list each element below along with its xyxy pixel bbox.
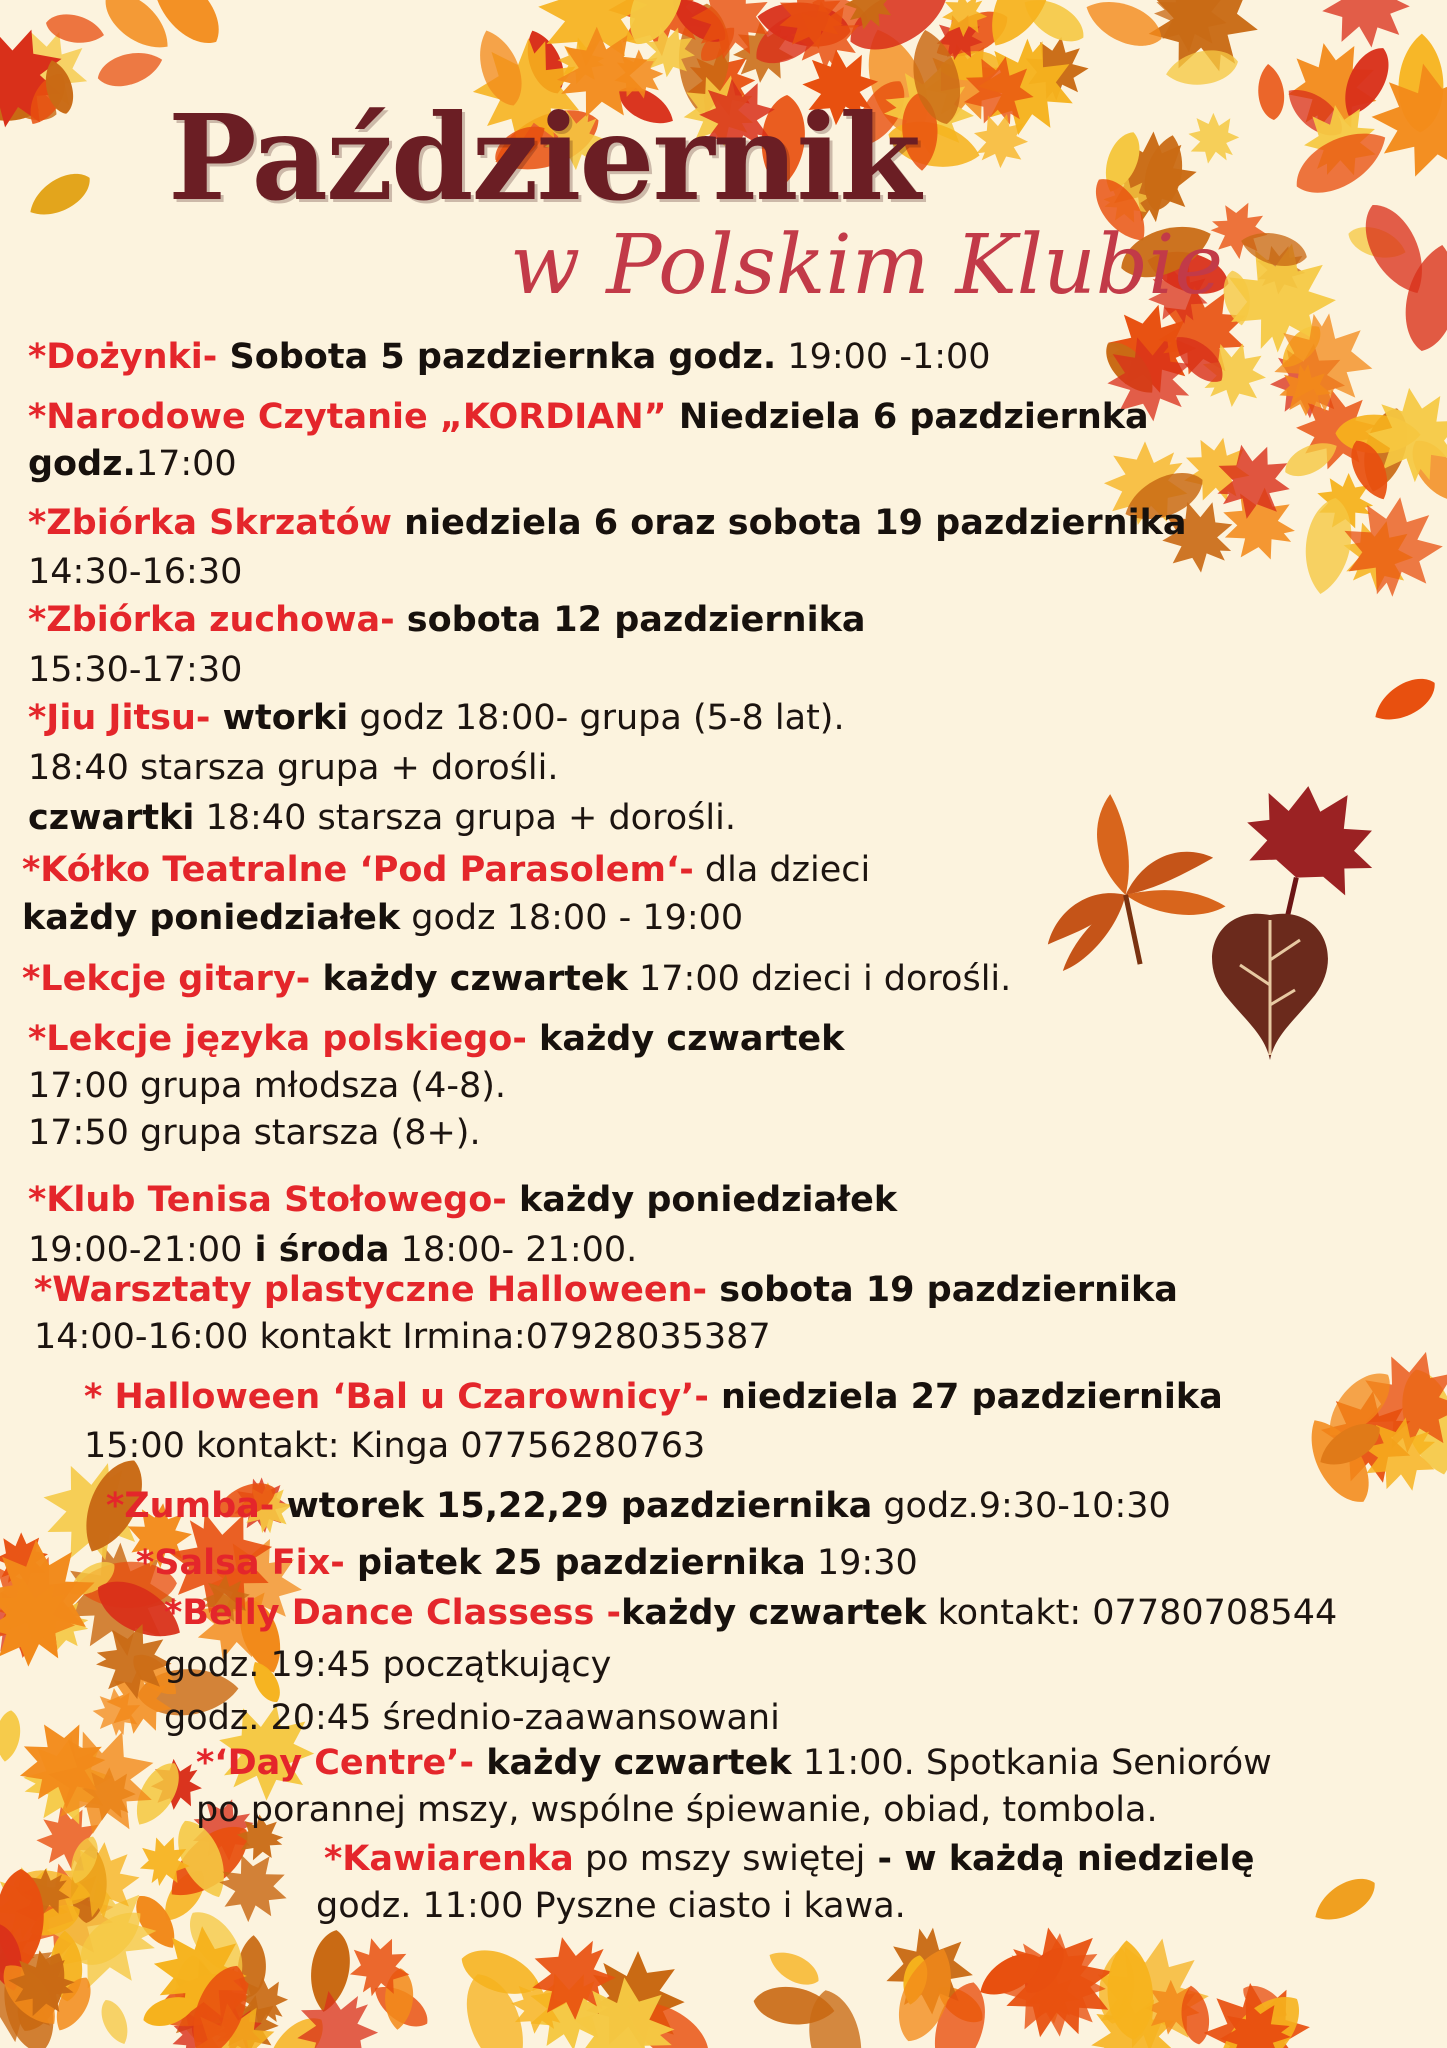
event-line (164, 1591, 1337, 1635)
event-line (22, 957, 1011, 1001)
event-line (196, 1788, 1158, 1832)
event-name: *Belly Dance Classess - (164, 1593, 622, 1633)
leaf-shape (0, 1709, 23, 1763)
event-name: *Warsztaty plastyczne Halloween- (34, 1270, 708, 1310)
event-detail: 18:00- 21:00. (389, 1230, 638, 1270)
event-detail: 18:40 starsza grupa + dorośli. (28, 748, 559, 788)
event-detail: 19:30 (805, 1543, 918, 1583)
leaf-shape (764, 1944, 825, 1992)
event-day: każdy czwartek (474, 1743, 792, 1783)
event-detail: 19:00-21:00 (28, 1230, 243, 1270)
event-detail: godz. 20:45 średnio-zaawansowani (164, 1698, 780, 1738)
event-detail: 17:50 grupa starsza (8+). (28, 1113, 481, 1153)
event-day: sobota 19 pazdziernika (707, 1270, 1178, 1310)
leaf-shape (1079, 0, 1168, 56)
event-name: *Lekcje języka polskiego- (28, 1019, 527, 1059)
event-line (28, 1228, 637, 1272)
event-day: każdy czwartek (310, 959, 628, 999)
event-line (22, 896, 743, 940)
event-day: każdy poniedziałek (506, 1180, 898, 1220)
event-line (28, 696, 845, 740)
event-detail: po mszy swiętej (573, 1839, 866, 1879)
leaf-shape (1368, 669, 1443, 730)
leaf-shape (1177, 102, 1250, 175)
event-name: *Kawiarenka (324, 1839, 574, 1879)
event-name: *Narodowe Czytanie „KORDIAN” (28, 397, 667, 437)
event-detail: dla dzieci (693, 850, 871, 890)
event-name: *Kółko Teatralne ‘Pod Parasolem‘- (22, 850, 694, 890)
event-day: piatek 25 pazdziernika (344, 1543, 806, 1583)
event-line (164, 1696, 780, 1740)
page-subtitle: w Polskim Klubie (510, 218, 1224, 313)
event-name: * Halloween ‘Bal u Czarownicy’- (84, 1377, 709, 1417)
event-detail: godz 18:00 - 19:00 (400, 898, 744, 938)
event-detail: 17:00 grupa młodsza (4-8). (28, 1066, 507, 1106)
event-day: niedziela 6 oraz sobota 19 pazdziernika (391, 503, 1187, 543)
event-name: *Jiu Jitsu- (28, 698, 211, 738)
event-line (84, 1424, 705, 1468)
event-line (28, 648, 242, 692)
event-day: wtorki (210, 698, 349, 738)
event-detail: 14:00-16:00 kontakt Irmina:07928035387 (34, 1317, 771, 1357)
event-day: niedziela 27 pazdziernika (708, 1377, 1223, 1417)
event-day: każdy czwartek (621, 1593, 927, 1633)
event-name: *‘Day Centre’- (196, 1743, 475, 1783)
event-line (106, 1484, 1171, 1528)
event-line (164, 1643, 611, 1687)
event-detail: 15:30-17:30 (28, 650, 243, 690)
event-day: sobota 12 pazdziernika (394, 600, 866, 640)
event-line (28, 598, 865, 642)
event-day: i środa (242, 1230, 390, 1270)
event-day: Sobota 5 pazdziernka godz. (217, 337, 777, 377)
event-line (28, 796, 736, 840)
event-line (22, 848, 870, 892)
event-line (28, 1178, 897, 1222)
event-line (28, 501, 1186, 545)
event-day: godz. (28, 444, 136, 484)
event-day: - w każdą niedzielę (865, 1839, 1255, 1879)
event-detail: 17:00 dzieci i dorośli. (627, 959, 1012, 999)
event-detail: 17:00 (135, 444, 237, 484)
event-detail: godz.9:30-10:30 (872, 1486, 1171, 1526)
event-line (28, 442, 237, 486)
event-line (28, 1064, 506, 1108)
event-line (196, 1741, 1272, 1785)
event-line (34, 1315, 771, 1359)
event-detail: kontakt: 07780708544 (926, 1593, 1338, 1633)
event-line (28, 1111, 481, 1155)
event-name: *Lekcje gitary- (22, 959, 311, 999)
leaf-shape (23, 164, 98, 225)
leaf-shape (1308, 1869, 1383, 1930)
event-name: *Dożynki- (28, 337, 218, 377)
event-line (28, 395, 1149, 439)
event-day: czwartki (28, 798, 195, 838)
leaf-shape (96, 1996, 135, 2048)
event-line (34, 1268, 1178, 1312)
event-day: wtorek 15,22,29 pazdziernika (274, 1486, 873, 1526)
event-detail: 19:00 -1:00 (776, 337, 991, 377)
page-title: Październik (168, 88, 919, 227)
event-line (84, 1375, 1223, 1419)
event-line (28, 335, 991, 379)
event-detail: godz 18:00- grupa (5-8 lat). (348, 698, 845, 738)
event-line (316, 1884, 906, 1928)
event-line (28, 746, 558, 790)
event-detail: po porannej mszy, wspólne śpiewanie, obiad, tombola. (196, 1790, 1158, 1830)
event-name: *Zbiórka Skrzatów (28, 503, 392, 543)
event-day: Niedziela 6 pazdziernka (666, 397, 1149, 437)
event-detail: godz. 11:00 Pyszne ciasto i kawa. (316, 1886, 906, 1926)
event-name: *Zumba- (106, 1486, 275, 1526)
event-line (28, 550, 242, 594)
event-detail: godz. 19:45 początkujący (164, 1645, 612, 1685)
leaf-shape (94, 45, 167, 93)
event-line (324, 1837, 1254, 1881)
event-detail: 11:00. Spotkania Seniorów (791, 1743, 1272, 1783)
feature-leaves-icon (1007, 766, 1393, 1060)
leaf-shape (1255, 63, 1286, 122)
event-line (28, 1017, 844, 1061)
event-detail: 18:40 starsza grupa + dorośli. (194, 798, 736, 838)
event-name: *Klub Tenisa Stołowego- (28, 1180, 507, 1220)
event-detail: 14:30-16:30 (28, 552, 243, 592)
event-name: *Salsa Fix- (136, 1543, 345, 1583)
event-name: *Zbiórka zuchowa- (28, 600, 395, 640)
event-day: każdy czwartek (526, 1019, 845, 1059)
event-line (136, 1541, 918, 1585)
event-day: każdy poniedziałek (22, 898, 401, 938)
event-detail: 15:00 kontakt: Kinga 07756280763 (84, 1426, 706, 1466)
